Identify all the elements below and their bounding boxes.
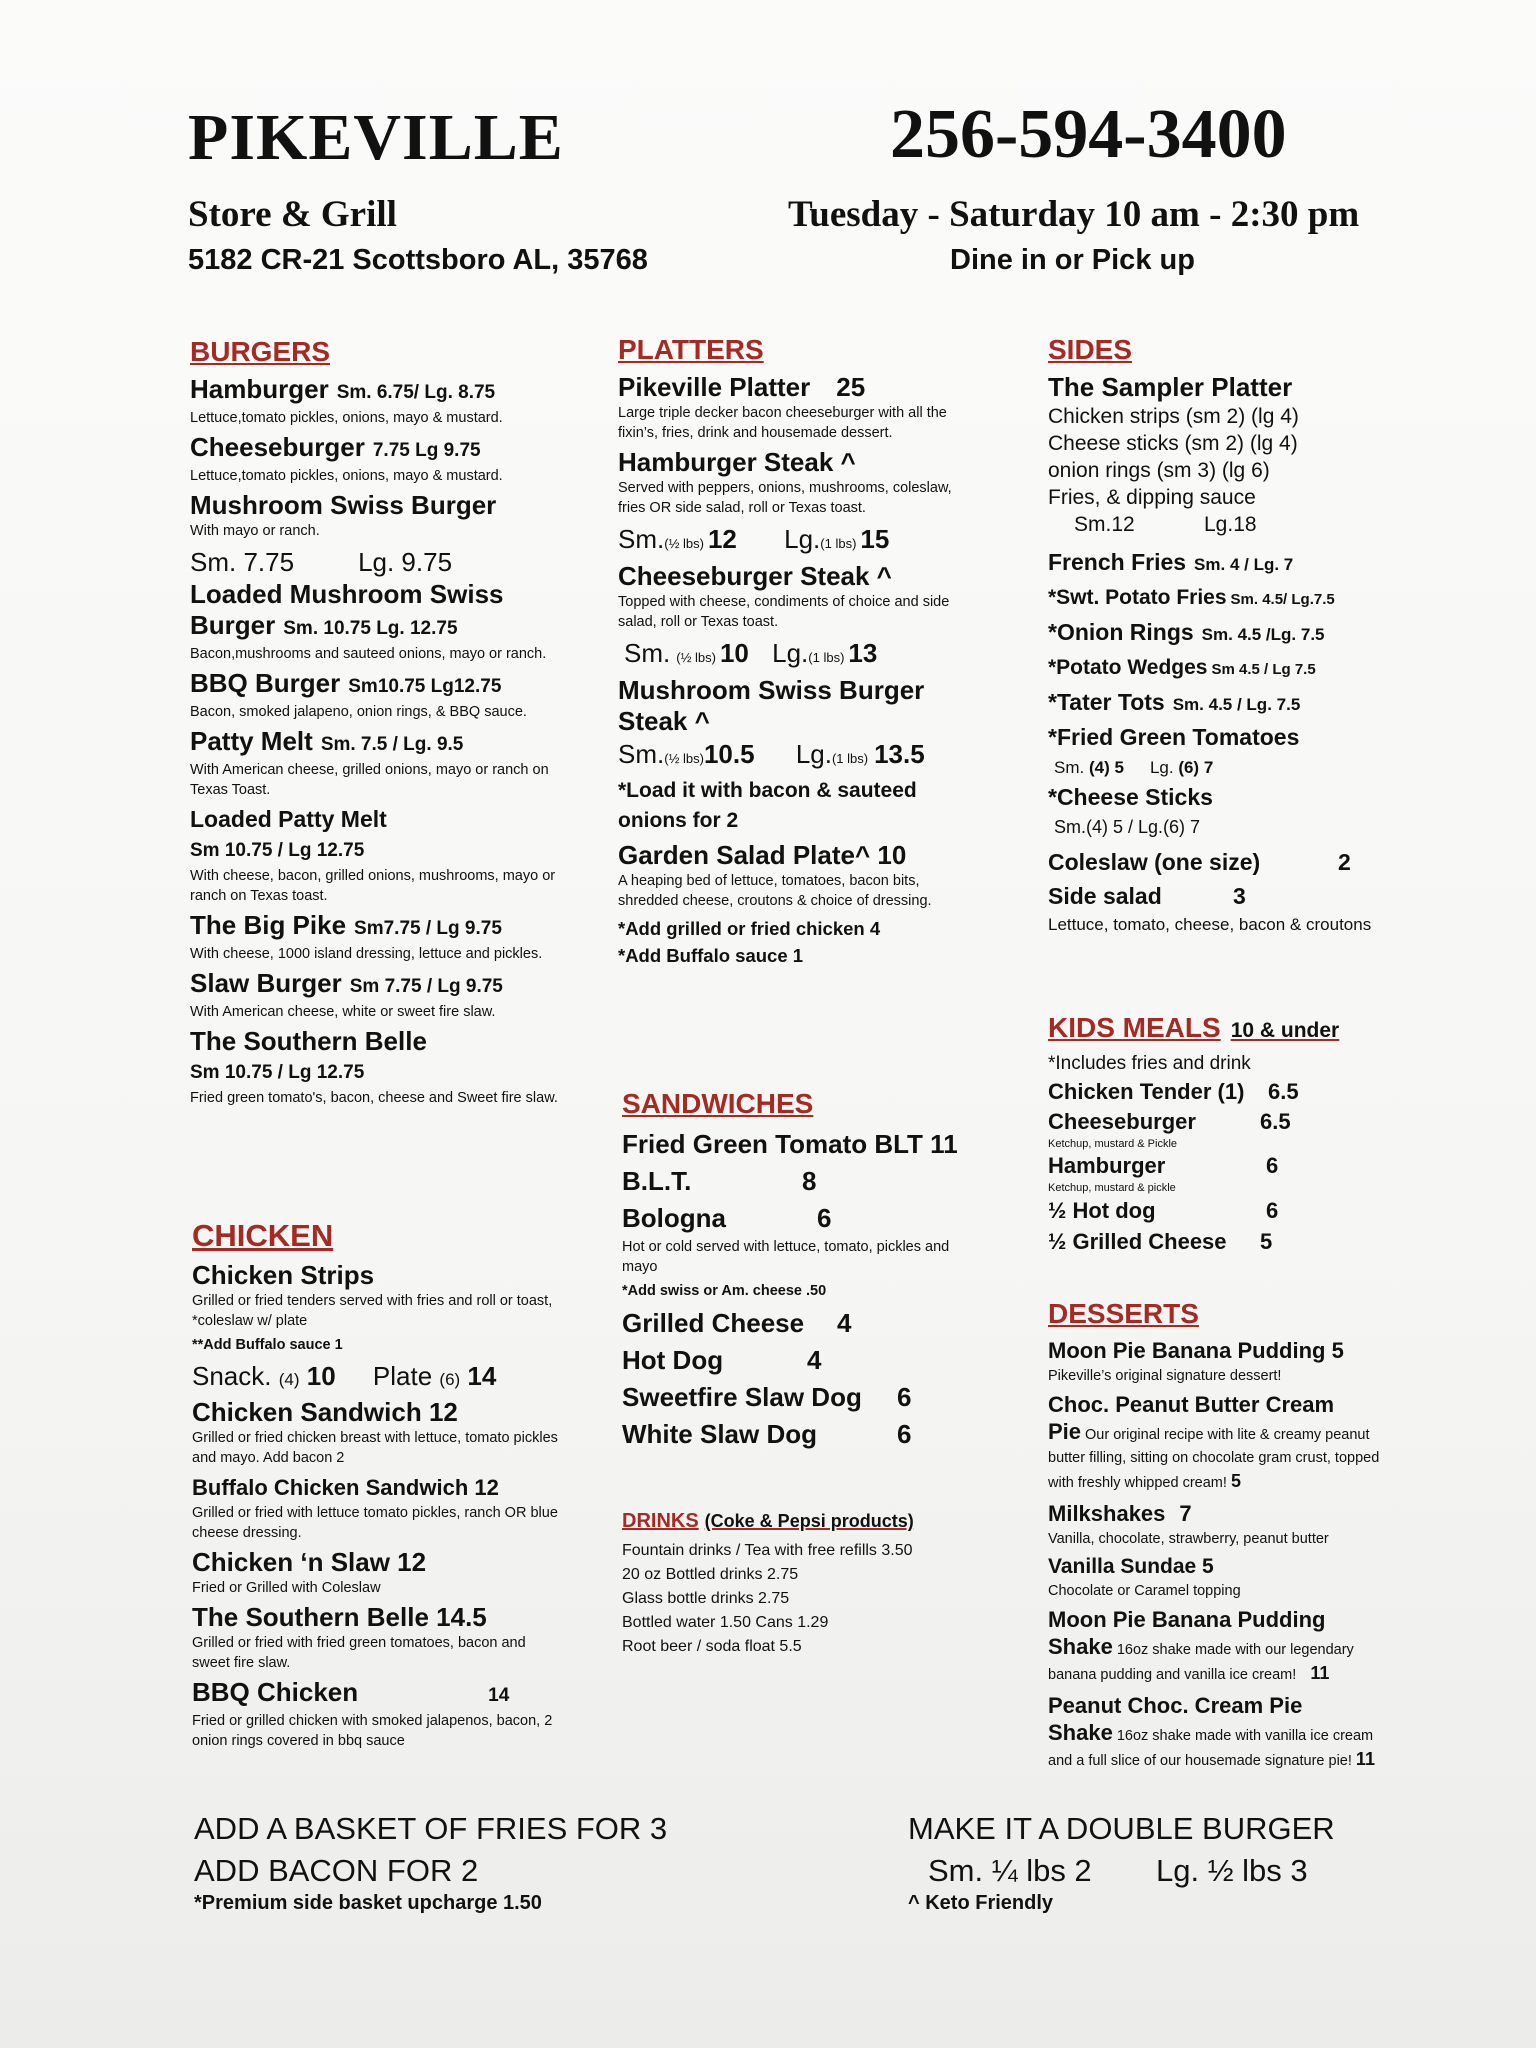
desserts-section <box>1048 1298 1388 1777</box>
menu-item: Mushroom Swiss Burger <box>190 490 497 520</box>
item-description: Lettuce,tomato pickles, onions, mayo & mustard. <box>190 410 503 426</box>
drinks-section <box>622 1510 962 1659</box>
menu-item: Pikeville Platter 25 <box>618 372 866 402</box>
menu-item: Loaded Mushroom Swiss <box>190 579 504 609</box>
menu-item: Chicken Sandwich 12 <box>192 1397 458 1427</box>
menu-item: Moon Pie Banana Pudding <box>1048 1607 1326 1632</box>
menu-item: Chicken Tender (1) 6.5 <box>1048 1079 1299 1104</box>
burgers-heading: BURGERS <box>190 336 331 367</box>
item-description: Bacon, smoked jalapeno, onion rings, & BBQ sauce. <box>190 704 527 720</box>
menu-item: *Potato Wedges Sm 4.5 / Lg 7.5 <box>1048 656 1316 679</box>
kids-heading: KIDS MEALS 10 & under <box>1048 1012 1340 1043</box>
menu-item: Coleslaw (one size) 2 <box>1048 849 1351 875</box>
size-prices: Sm.(½ lbs)10.5 Lg.(1 lbs) 13.5 <box>618 739 925 769</box>
menu-item: Bologna 6 <box>622 1203 832 1233</box>
sandwiches-section <box>622 1088 962 1453</box>
menu-item: Hot Dog 4 <box>622 1345 822 1375</box>
item-description: Lettuce, tomato, cheese, bacon & croutons <box>1048 915 1372 934</box>
menu-item: B.L.T. 8 <box>622 1166 817 1196</box>
item-description: Large triple decker bacon cheeseburger with all the fixin’s, fries, drink and housemade dessert. <box>618 405 947 441</box>
item-description: Shake 16oz shake made with vanilla ice cream and a full slice of our housemade signature pie! 11 <box>1048 1720 1375 1769</box>
size-prices: Sm. 7.75 Lg. 9.75 <box>190 547 453 577</box>
size-prices: Sm. (½ lbs) 10 Lg.(1 lbs) 13 <box>624 638 878 668</box>
item-description: Served with peppers, onions, mushrooms, coleslaw, fries OR side salad, roll or Texas toast. <box>618 480 952 516</box>
kids-includes: *Includes fries and drink <box>1048 1053 1251 1074</box>
item-description: Fried or grilled chicken with smoked jalapenos, bacon, 2 onion rings covered in bbq sauce <box>192 1713 553 1749</box>
item-addon: *Add grilled or fried chicken 4 <box>618 918 881 939</box>
item-addon: *Add Buffalo sauce 1 <box>618 945 804 966</box>
footer-right <box>908 1808 1428 1915</box>
menu-item: *Fried Green Tomatoes <box>1048 724 1300 750</box>
premium-note: *Premium side basket upcharge 1.50 <box>194 1892 542 1914</box>
desserts-heading: DESSERTS <box>1048 1298 1199 1329</box>
menu-item: Burger Sm. 10.75 Lg. 12.75 <box>190 610 458 640</box>
menu-item: Steak ^ <box>618 706 710 736</box>
menu-item: Patty Melt Sm. 7.5 / Lg. 9.5 <box>190 726 464 756</box>
load-addon: *Load it with bacon & sauteed onions for 2 <box>618 779 917 832</box>
sides-heading: SIDES <box>1048 334 1133 365</box>
item-description: Grilled or fried with lettuce tomato pickles, ranch OR blue cheese dressing. <box>192 1505 558 1541</box>
platters-heading: PLATTERS <box>618 334 764 365</box>
sampler-line: Fries, & dipping sauce <box>1048 486 1256 509</box>
footer-left <box>194 1808 754 1915</box>
menu-item: Cheeseburger 7.75 Lg 9.75 <box>190 432 481 462</box>
menu-item: BBQ Chicken 14 <box>192 1677 510 1707</box>
menu-item: Chicken ‘n Slaw 12 <box>192 1547 427 1577</box>
platters-section <box>618 334 958 969</box>
item-description: A heaping bed of lettuce, tomatoes, bacon bits, shredded cheese, croutons & choice of dressing. <box>618 873 932 909</box>
menu-item: Cheeseburger Steak ^ <box>618 561 892 591</box>
sampler-line: Chicken strips (sm 2) (lg 4) <box>1048 405 1299 428</box>
menu-item: *Tater Tots Sm. 4.5 / Lg. 7.5 <box>1048 689 1301 715</box>
double-burger-prices: Sm. ¼ lbs 2 Lg. ½ lbs 3 <box>928 1853 1308 1888</box>
item-description: Pie Our original recipe with lite & creamy peanut butter filling, sitting on chocolate gram crust, topped with freshly whipped cream! 5 <box>1048 1419 1380 1491</box>
phone-number: 256-594-3400 <box>890 96 1287 173</box>
menu-item: Grilled Cheese 4 <box>622 1308 852 1338</box>
menu-item: Sm 10.75 / Lg 12.75 <box>190 840 365 861</box>
menu-item: Vanilla Sundae 5 <box>1048 1555 1214 1578</box>
drinks-heading: DRINKS (Coke & Pepsi products) <box>622 1510 914 1532</box>
opening-hours: Tuesday - Saturday 10 am - 2:30 pm <box>788 194 1360 235</box>
drink-line: Root beer / soda float 5.5 <box>622 1638 802 1655</box>
sampler-line: Cheese sticks (sm 2) (lg 4) <box>1048 432 1298 455</box>
menu-item: BBQ Burger Sm10.75 Lg12.75 <box>190 668 502 698</box>
item-description: Ketchup, mustard & pickle <box>1048 1182 1176 1194</box>
menu-item: Buffalo Chicken Sandwich 12 <box>192 1475 499 1500</box>
size-prices: Sm. (4) 5 Lg. (6) 7 <box>1054 758 1214 777</box>
sides-section <box>1048 334 1388 940</box>
menu-item: Mushroom Swiss Burger <box>618 675 925 705</box>
item-description: Ketchup, mustard & Pickle <box>1048 1138 1178 1150</box>
item-description: Fried green tomato's, bacon, cheese and Sweet fire slaw. <box>190 1090 558 1106</box>
item-description: Topped with cheese, condiments of choice and side salad, roll or Texas toast. <box>618 594 950 630</box>
chicken-heading: CHICKEN <box>192 1218 334 1253</box>
item-description: With American cheese, white or sweet fire slaw. <box>190 1004 496 1020</box>
size-prices: Sm.(4) 5 / Lg.(6) 7 <box>1054 817 1201 837</box>
item-addon: *Add swiss or Am. cheese .50 <box>622 1283 827 1299</box>
menu-item: Loaded Patty Melt <box>190 806 387 832</box>
menu-item: The Southern Belle 14.5 <box>192 1602 487 1632</box>
menu-item: Sweetfire Slaw Dog 6 <box>622 1382 912 1412</box>
bacon-offer: ADD BACON FOR 2 <box>194 1853 479 1888</box>
menu-item: The Southern Belle <box>190 1026 427 1056</box>
drink-line: Bottled water 1.50 Cans 1.29 <box>622 1614 829 1631</box>
service-options: Dine in or Pick up <box>950 244 1195 276</box>
item-description: Grilled or fried with fried green tomatoes, bacon and sweet fire slaw. <box>192 1635 526 1671</box>
menu-item: The Sampler Platter <box>1048 372 1293 402</box>
item-description: Grilled or fried tenders served with fries and roll or toast, *coleslaw w/ plate <box>192 1293 553 1329</box>
menu-item: *Onion Rings Sm. 4.5 /Lg. 7.5 <box>1048 619 1325 645</box>
item-description: With mayo or ranch. <box>190 523 320 539</box>
menu-item: *Swt. Potato Fries Sm. 4.5/ Lg.7.5 <box>1048 586 1335 609</box>
item-description: With American cheese, grilled onions, mayo or ranch on Texas Toast. <box>190 762 549 798</box>
menu-item: Slaw Burger Sm 7.75 / Lg 9.75 <box>190 968 503 998</box>
menu-item: Side salad 3 <box>1048 883 1246 909</box>
double-burger-offer: MAKE IT A DOUBLE BURGER <box>908 1811 1335 1846</box>
menu-item: Moon Pie Banana Pudding 5 <box>1048 1338 1344 1363</box>
menu-item: Choc. Peanut Butter Cream <box>1048 1392 1335 1417</box>
drink-line: 20 oz Bottled drinks 2.75 <box>622 1566 799 1583</box>
menu-item: Hamburger 6 <box>1048 1153 1279 1178</box>
item-description: Fried or Grilled with Coleslaw <box>192 1580 381 1596</box>
menu-item: French Fries Sm. 4 / Lg. 7 <box>1048 549 1294 575</box>
menu-item: Milkshakes 7 <box>1048 1501 1192 1526</box>
menu-item: Hamburger Steak ^ <box>618 447 856 477</box>
item-description: Shake 16oz shake made with our legendary banana pudding and vanilla ice cream! 11 <box>1048 1634 1354 1683</box>
menu-item: ½ Grilled Cheese 5 <box>1048 1229 1273 1254</box>
burgers-section <box>190 336 590 1112</box>
size-prices: Sm.12 Lg.18 <box>1074 513 1257 536</box>
item-description: Grilled or fried chicken breast with lettuce, tomato pickles and mayo. Add bacon 2 <box>192 1430 558 1466</box>
menu-item: Fried Green Tomato BLT 11 <box>622 1129 958 1159</box>
restaurant-name: PIKEVILLE <box>188 101 564 174</box>
kids-section <box>1048 1012 1388 1257</box>
keto-note: ^ Keto Friendly <box>908 1892 1054 1914</box>
size-prices: Snack. (4) 10 Plate (6) 14 <box>192 1361 497 1391</box>
item-description: Lettuce,tomato pickles, onions, mayo & mustard. <box>190 468 503 484</box>
item-addon: **Add Buffalo sauce 1 <box>192 1337 343 1353</box>
menu-item: Garden Salad Plate^ 10 <box>618 840 907 870</box>
item-description: Vanilla, chocolate, strawberry, peanut butter <box>1048 1531 1329 1547</box>
menu-item: ½ Hot dog 6 <box>1048 1198 1279 1223</box>
menu-item: Chicken Strips <box>192 1260 375 1290</box>
menu-item: Peanut Choc. Cream Pie <box>1048 1693 1303 1718</box>
fries-basket-offer: ADD A BASKET OF FRIES FOR 3 <box>194 1811 668 1846</box>
menu-item: Cheeseburger 6.5 <box>1048 1109 1291 1134</box>
item-description: Chocolate or Caramel topping <box>1048 1583 1241 1599</box>
item-description: With cheese, 1000 island dressing, lettuce and pickles. <box>190 946 543 962</box>
item-description: Bacon,mushrooms and sauteed onions, mayo or ranch. <box>190 646 547 662</box>
menu-item: Hamburger Sm. 6.75/ Lg. 8.75 <box>190 374 496 404</box>
item-description: Pikeville’s original signature dessert! <box>1048 1368 1282 1384</box>
drink-line: Fountain drinks / Tea with free refills 3.50 <box>622 1542 913 1559</box>
menu-item: White Slaw Dog 6 <box>622 1419 912 1449</box>
menu-item: The Big Pike Sm7.75 / Lg 9.75 <box>190 910 502 940</box>
restaurant-address: 5182 CR-21 Scottsboro AL, 35768 <box>188 244 648 276</box>
menu-item: *Cheese Sticks <box>1048 784 1213 810</box>
sampler-line: onion rings (sm 3) (lg 6) <box>1048 459 1270 482</box>
chicken-section <box>192 1218 562 1755</box>
size-prices: Sm.(½ lbs) 12 Lg.(1 lbs) 15 <box>618 524 890 554</box>
sandwiches-heading: SANDWICHES <box>622 1088 814 1119</box>
item-description: Hot or cold served with lettuce, tomato, pickles and mayo <box>622 1239 950 1275</box>
restaurant-subtitle: Store & Grill <box>188 194 397 235</box>
drink-line: Glass bottle drinks 2.75 <box>622 1590 790 1607</box>
menu-item: Sm 10.75 / Lg 12.75 <box>190 1062 365 1083</box>
item-description: With cheese, bacon, grilled onions, mushrooms, mayo or ranch on Texas toast. <box>190 868 556 904</box>
